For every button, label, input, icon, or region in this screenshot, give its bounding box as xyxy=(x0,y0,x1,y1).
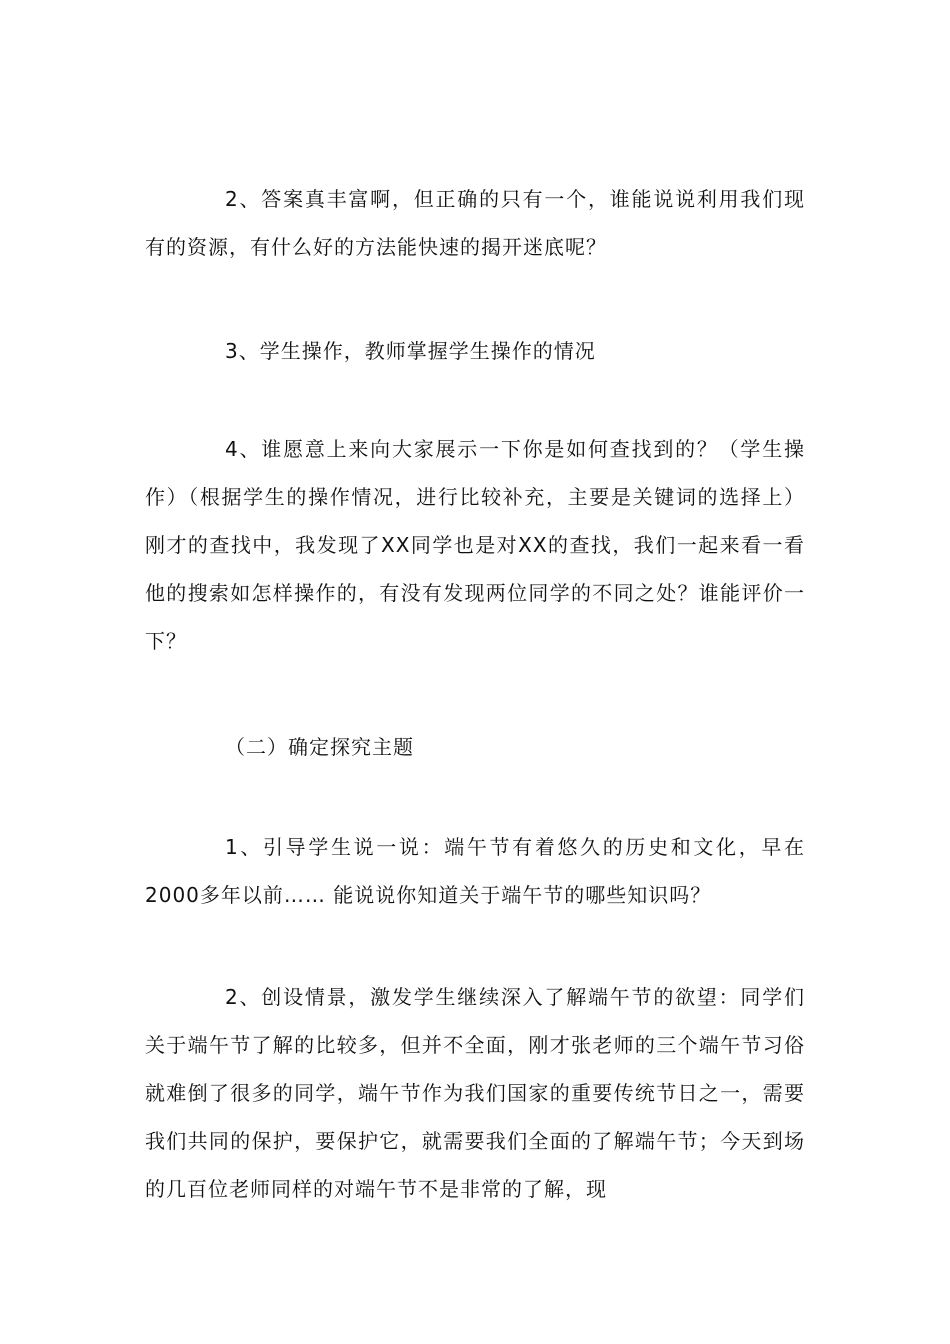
paragraph-guide-students: 1、引导学生说一说：端午节有着悠久的历史和文化，早在2000多年以前…… 能说说你知道关于端午节的哪些知识吗？ xyxy=(145,835,805,907)
paragraph-answer-rich: 2、答案真丰富啊，但正确的只有一个，谁能说说利用我们现有的资源，有什么好的方法能快速的揭开迷底呢？ xyxy=(145,187,805,259)
paragraph-student-operation: 3、学生操作，教师掌握学生操作的情况 xyxy=(225,339,596,363)
paragraph-show-search: 4、谁愿意上来向大家展示一下你是如何查找到的？（学生操作）（根据学生的操作情况，进行比较补充，主要是关键词的选择上）刚才的查找中，我发现了XX同学也是对XX的查找，我们一起来看一看他的搜索如怎样操作的，有没有发现两位同学的不同之处？谁能评价一下？ xyxy=(145,437,805,653)
section-heading-topic: （二）确定探究主题 xyxy=(225,735,414,759)
paragraph-create-scenario: 2、创设情景，激发学生继续深入了解端午节的欲望：同学们关于端午节了解的比较多，但并不全面，刚才张老师的三个端午节习俗就难倒了很多的同学，端午节作为我们国家的重要传统节日之一，需要我们共同的保护，要保护它，就需要我们全面的了解端午节；今天到场的几百位老师同样的对端午节不是非常的了解，现 xyxy=(145,985,805,1201)
